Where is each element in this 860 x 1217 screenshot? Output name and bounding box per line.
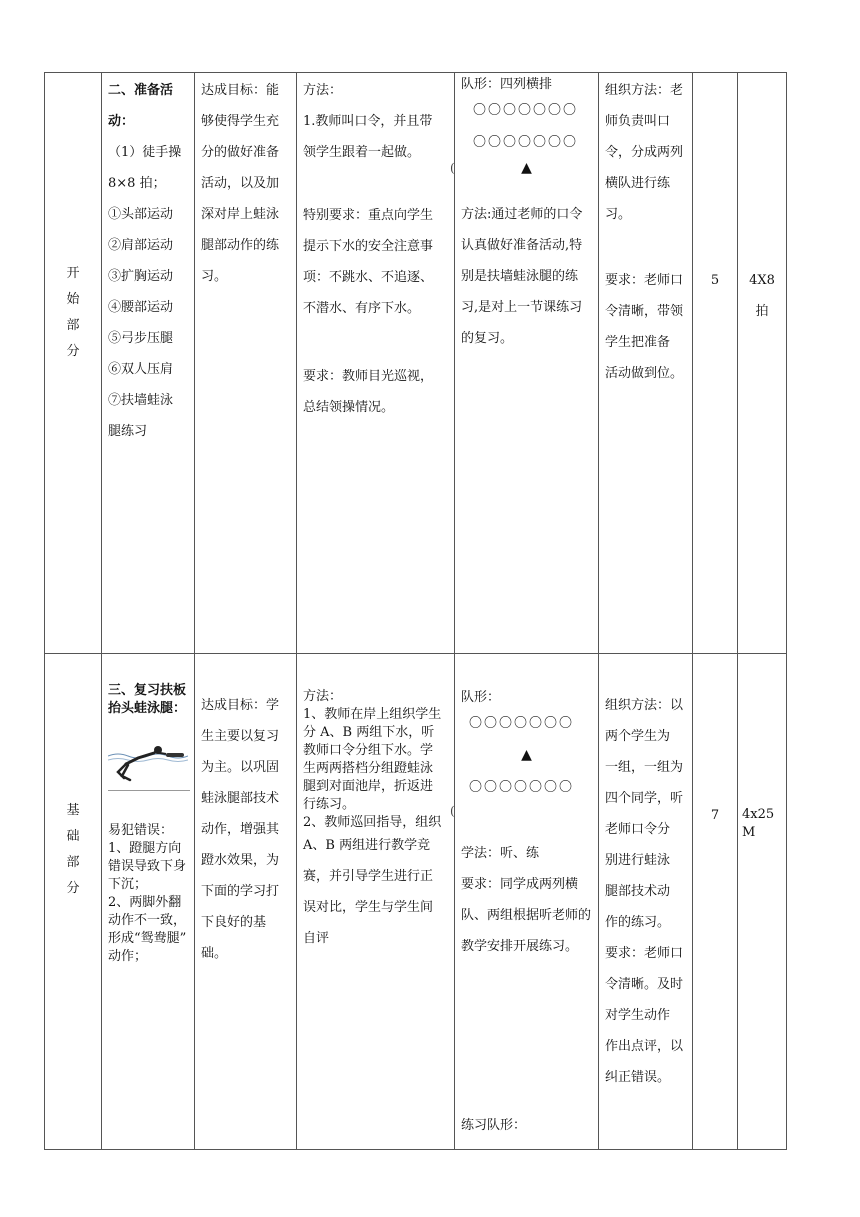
org-require-line: 令清晰，带领 — [605, 304, 684, 319]
org-line: 习。 — [605, 207, 632, 222]
list-item: ③扩胸运动 — [108, 269, 174, 284]
list-item: ⑤弓步压腿 — [108, 331, 174, 346]
teacher-marker-icon: ▲ — [521, 747, 532, 763]
organization-method — [605, 690, 688, 1093]
table-row — [45, 654, 787, 1150]
org-require-line: 活动做到位。 — [605, 366, 684, 381]
formation-title: 队形：四列横排 — [461, 77, 553, 92]
goal-line: 深对岸上蛙泳 — [201, 207, 280, 222]
section-label-text: 基础部分 — [66, 803, 80, 896]
list-item: 8×8 拍； — [108, 176, 166, 191]
error-line: 下沉； — [108, 877, 148, 892]
section-label — [63, 798, 83, 902]
method-cell — [297, 654, 455, 1150]
section-label — [63, 261, 83, 365]
list-item: ⑦扶墙蛙泳 — [108, 393, 174, 408]
goal-text — [201, 690, 292, 969]
formation-row: 〇〇〇〇〇〇〇 — [473, 103, 579, 118]
org-line: 组织方法：老 — [605, 83, 684, 98]
list-item: （1）徒手操 — [108, 145, 182, 160]
formation-require-line: 队、两组根据听老师的 — [461, 908, 592, 923]
count-cell — [693, 73, 738, 654]
org-line: 纠正错误。 — [605, 1070, 671, 1085]
method-cell — [297, 73, 455, 654]
list-item: ①头部运动 — [108, 207, 174, 222]
org-line: 四个同学，听 — [605, 791, 684, 806]
method-line: 赛，并引导学生进行正 — [303, 869, 434, 884]
table-row — [45, 73, 787, 654]
teacher-marker-icon: ▲ — [521, 160, 532, 176]
goal-line: 动作，增强其 — [201, 822, 280, 837]
section-cell — [45, 73, 102, 654]
org-line: 横队进行练 — [605, 176, 671, 191]
org-require-line: 学生把准备 — [605, 335, 671, 350]
org-line: 作出点评，以 — [605, 1039, 684, 1054]
require-line: 总结领操情况。 — [303, 400, 395, 415]
formation-method-line: 认真做好准备活动,特 — [461, 238, 583, 253]
special-line: 不潜水、有序下水。 — [303, 301, 421, 316]
formation-method-line: 习,是对上一节课练习 — [461, 300, 583, 315]
organization-cell — [599, 654, 693, 1150]
org-line: 两个学生为 — [605, 729, 671, 744]
goal-line: 腿部动作的练 — [201, 238, 280, 253]
org-line: 要求：老师口 — [605, 946, 684, 961]
swimmer-kickboard-image — [108, 738, 188, 786]
amount-line: 4x25 — [742, 807, 775, 822]
org-line: 老师口令分 — [605, 822, 671, 837]
special-line: 特别要求：重点向学生 — [303, 208, 434, 223]
goal-cell — [195, 73, 297, 654]
method-line: 自评 — [303, 931, 330, 946]
goal-line: 础。 — [201, 946, 228, 961]
method-line: 教师口令分组下水。学 — [303, 743, 434, 758]
lesson-plan-table — [44, 72, 787, 1150]
count-cell — [693, 654, 738, 1150]
goal-line: 生主要以复习 — [201, 729, 280, 744]
error-line: 动作； — [108, 949, 148, 964]
formation-cell — [450, 73, 599, 654]
goal-line: 够使得学生充 — [201, 114, 280, 129]
error-line: 1、蹬腿方向 — [108, 841, 182, 856]
content-title-line: 抬头蛙泳腿： — [108, 701, 187, 716]
formation-title: 队形： — [461, 690, 501, 705]
method-title: 方法： — [303, 83, 343, 98]
special-requirement — [303, 200, 450, 324]
organization-method — [605, 75, 688, 230]
list-item: 腿练习 — [108, 424, 148, 439]
amount-value — [738, 265, 786, 327]
org-line: 组织方法：以 — [605, 698, 684, 713]
goal-line: 为主。以巩固 — [201, 760, 280, 775]
formation-paren: ( — [450, 804, 455, 818]
method-line: 1.教师叫口令，并且带 — [303, 114, 433, 129]
error-line: 动作不一致， — [108, 913, 187, 928]
content-title-line: 三、复习扶板 — [108, 683, 187, 698]
method-line: 行练习。 — [303, 797, 356, 812]
formation-paren: ( — [450, 161, 455, 175]
org-line: 别进行蛙泳 — [605, 853, 671, 868]
error-line: 2、两脚外翻 — [108, 895, 182, 910]
learning-method: 学法：听、练 — [461, 846, 540, 861]
org-line: 令，分成两列 — [605, 145, 684, 160]
organization-requirement — [605, 265, 688, 389]
method-line: 2、教师巡回指导，组织 — [303, 815, 442, 830]
amount-line: 拍 — [755, 304, 769, 319]
formation-method-line: 别是扶墙蛙泳腿的练 — [461, 269, 579, 284]
content-item-list — [108, 137, 190, 447]
formation-cell — [450, 654, 599, 1150]
formation-method-line: 方法:通过老师的口令 — [461, 207, 583, 222]
goal-line: 习。 — [201, 269, 228, 284]
content-title: 二、准备活动： — [108, 83, 174, 129]
content-cell — [102, 654, 195, 1150]
method-text — [303, 706, 450, 832]
method-line: A、B 两组进行教学竞 — [303, 838, 431, 853]
organization-cell — [599, 73, 693, 654]
section-label-text: 开始部分 — [66, 266, 80, 359]
goal-line: 达成目标：学 — [201, 698, 280, 713]
org-line: 令清晰。及时 — [605, 977, 684, 992]
formation-requirement — [461, 869, 594, 962]
method-line: 生两两搭档分组蹬蛙泳 — [303, 761, 434, 776]
content-cell — [102, 73, 195, 654]
org-require-line: 要求：老师口 — [605, 273, 684, 288]
error-line: 形成“鸳鸯腿” — [108, 931, 187, 946]
formation-require-line: 要求：同学成两列横 — [461, 877, 579, 892]
org-line: 对学生动作 — [605, 1008, 671, 1023]
section-cell — [45, 654, 102, 1150]
count-value: 5 — [710, 273, 720, 288]
list-item: ②肩部运动 — [108, 238, 174, 253]
goal-line: 分的做好准备 — [201, 145, 280, 160]
practice-formation-label: 练习队形： — [461, 1118, 527, 1133]
formation-require-line: 教学安排开展练习。 — [461, 939, 579, 954]
goal-line: 下面的学习打 — [201, 884, 280, 899]
method-line: 腿到对面池岸，折返进 — [303, 779, 434, 794]
method-line: 误对比，学生与学生间 — [303, 900, 434, 915]
content-title — [108, 682, 190, 718]
goal-line: 达成目标：能 — [201, 83, 280, 98]
errors-list — [108, 840, 190, 966]
method-line: 分 A、B 两组下水，听 — [303, 725, 435, 740]
count-value: 7 — [710, 808, 720, 823]
swimmer-icon — [108, 738, 188, 786]
method-text-continued — [303, 830, 450, 954]
method-line: 领学生跟着一起做。 — [303, 145, 421, 160]
org-line: 作的练习。 — [605, 915, 671, 930]
method-line: 1、教师在岸上组织学生 — [303, 707, 442, 722]
method-title: 方法： — [303, 689, 343, 704]
formation-method — [461, 199, 594, 354]
amount-line: M — [742, 825, 756, 840]
errors-title: 易犯错误： — [108, 823, 174, 838]
method-text — [303, 106, 450, 168]
formation-row: 〇〇〇〇〇〇〇 — [469, 716, 575, 731]
goal-line: 蹬水效果，为 — [201, 853, 280, 868]
formation-row: 〇〇〇〇〇〇〇 — [469, 780, 575, 795]
special-line: 项：不跳水、不追逐、 — [303, 270, 434, 285]
formation-method-line: 的复习。 — [461, 331, 514, 346]
list-item: ⑥双人压肩 — [108, 362, 174, 377]
formation-row: 〇〇〇〇〇〇〇 — [473, 135, 579, 150]
org-line: 腿部技术动 — [605, 884, 671, 899]
require-line: 要求：教师目光巡视， — [303, 369, 434, 384]
special-line: 提示下水的安全注意事 — [303, 239, 434, 254]
list-item: ④腰部运动 — [108, 300, 174, 315]
amount-cell — [738, 73, 787, 654]
org-line: 师负责叫口 — [605, 114, 671, 129]
divider — [108, 790, 190, 791]
amount-cell — [738, 654, 787, 1150]
goal-line: 下良好的基 — [201, 915, 267, 930]
method-requirement — [303, 361, 450, 423]
goal-cell — [195, 654, 297, 1150]
goal-line: 活动，以及加 — [201, 176, 280, 191]
goal-line: 蛙泳腿部技术 — [201, 791, 280, 806]
amount-line: 4X8 — [749, 273, 775, 288]
goal-text — [201, 75, 292, 292]
error-line: 错误导致下身 — [108, 859, 187, 874]
amount-value — [742, 806, 782, 842]
org-line: 一组，一组为 — [605, 760, 684, 775]
